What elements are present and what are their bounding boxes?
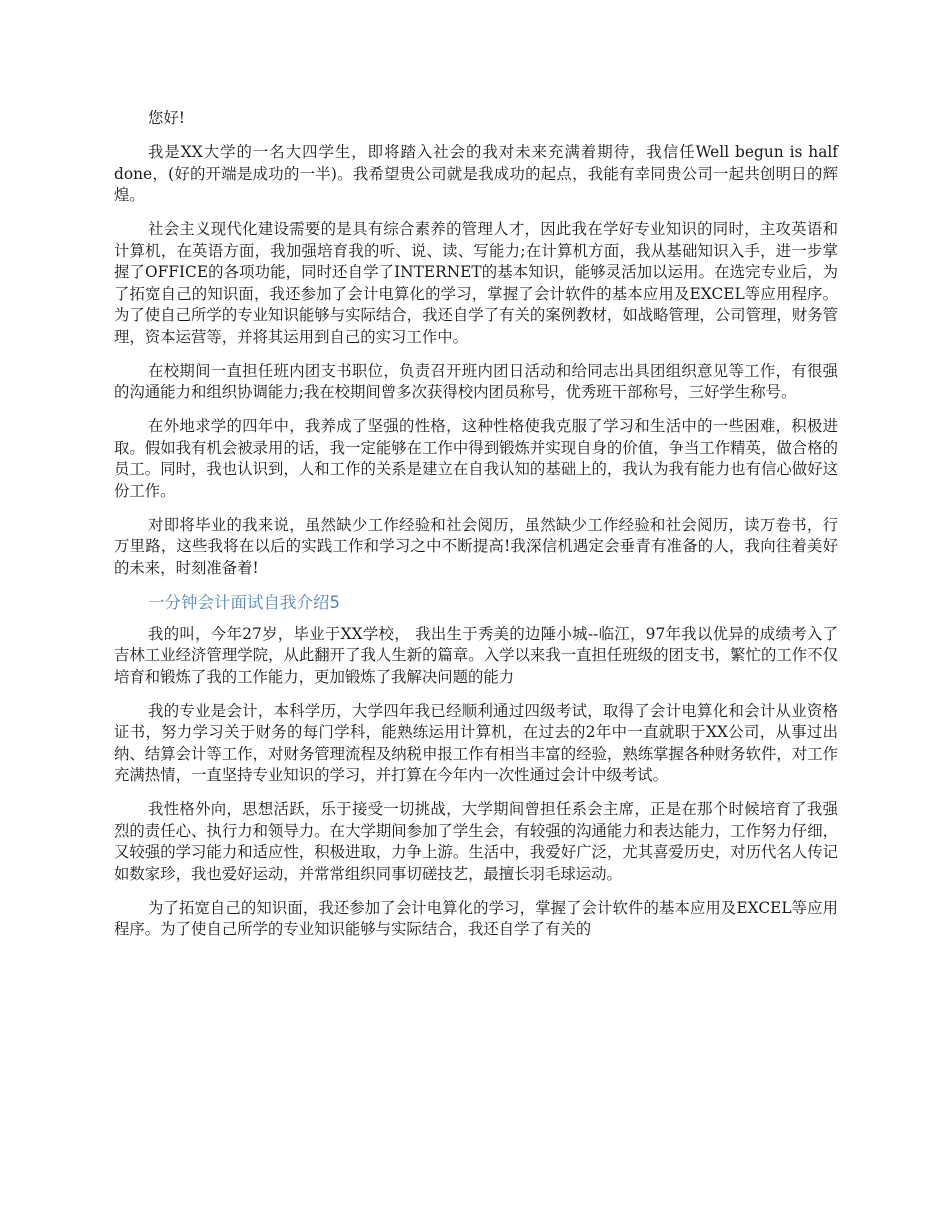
paragraph: 在外地求学的四年中，我养成了坚强的性格，这种性格使我克服了学习和生活中的一些困难，积极进取。假如我有机会被录用的话，我一定能够在工作中得到锻炼并实现自身的价值，争当工作精英，做合格的员工。同时，我也认识到，人和工作的关系是建立在自我认知的基础上的，我认为我有能力也有信心做好这份工作。 bbox=[114, 417, 838, 500]
paragraph: 我的叫，今年27岁，毕业于XX学校， 我出生于秀美的边陲小城--临江，97年我以优异的成绩考入了吉林工业经济管理学院，从此翻开了我人生新的篇章。入学以来我一直担任班级的团支书，繁忙的工作不仅培育和锻炼了我的工作能力，更加锻炼了我解决问题的能力 bbox=[114, 624, 838, 686]
greeting: 您好! bbox=[148, 109, 185, 127]
paragraph: 社会主义现代化建设需要的是具有综合素养的管理人才，因此我在学好专业知识的同时，主攻英语和计算机，在英语方面，我加强培育我的听、说、读、写能力;在计算机方面，我从基础知识入手，进一步掌握了OFFICE的各项功能，同时还自学了INTERNET的基本知识，能够灵活加以运用。在选完专业后，为了拓宽自己的知识面，我还参加了会计电算化的学习，掌握了会计软件的基本应用及EXCEL等应用程序。为了使自己所学的专业知识能够与实际结合，我还自学了有关的案例教材，如战略管理，公司管理，财务管理，资本运营等，并将其运用到自己的实习工作中。 bbox=[114, 220, 838, 346]
section-heading: 一分钟会计面试自我介绍5 bbox=[148, 592, 340, 612]
paragraph: 我性格外向，思想活跃，乐于接受一切挑战，大学期间曾担任系会主席，正是在那个时候培育了我强烈的责任心、执行力和领导力。在大学期间参加了学生会，有较强的沟通能力和表达能力，工作努力仔细，又较强的学习能力和适应性，积极进取，力争上游。生活中，我爱好广泛，尤其喜爱历史，对历代名人传记如数家珍，我也爱好运动，并常常组织同事切磋技艺，最擅长羽毛球运动。 bbox=[114, 800, 838, 883]
paragraph: 我是XX大学的一名大四学生，即将踏入社会的我对未来充满着期待，我信任Well begun is half done，(好的开端是成功的一半)。我希望贵公司就是我成功的起点，我能有幸同贵公司一起共创明日的辉煌。 bbox=[114, 143, 838, 204]
document-page bbox=[114, 108, 838, 953]
paragraph: 为了拓宽自己的知识面，我还参加了会计电算化的学习，掌握了会计软件的基本应用及EXCEL等应用程序。为了使自己所学的专业知识能够与实际结合，我还自学了有关的 bbox=[114, 898, 838, 938]
paragraph: 对即将毕业的我来说，虽然缺少工作经验和社会阅历，虽然缺少工作经验和社会阅历，读万卷书，行万里路，这些我将在以后的实践工作和学习之中不断提高!我深信机遇定会垂青有准备的人，我向往着美好的未来，时刻准备着! bbox=[114, 515, 838, 577]
paragraph: 我的专业是会计，本科学历，大学四年我已经顺利通过四级考试，取得了会计电算化和会计从业资格证书，努力学习关于财务的每门学科，能熟练运用计算机，在过去的2年中一直就职于XX公司，从事过出纳、结算会计等工作，对财务管理流程及纳税申报工作有相当丰富的经验，熟练掌握各种财务软件，对工作充满热情，一直坚持专业知识的学习，并打算在今年内一次性通过会计中级考试。 bbox=[114, 701, 838, 784]
paragraph: 在校期间一直担任班内团支书职位，负责召开班内团日活动和给同志出具团组织意见等工作，有很强的沟通能力和组织协调能力;我在校期间曾多次获得校内团员称号，优秀班干部称号，三好学生称号。 bbox=[114, 361, 838, 401]
